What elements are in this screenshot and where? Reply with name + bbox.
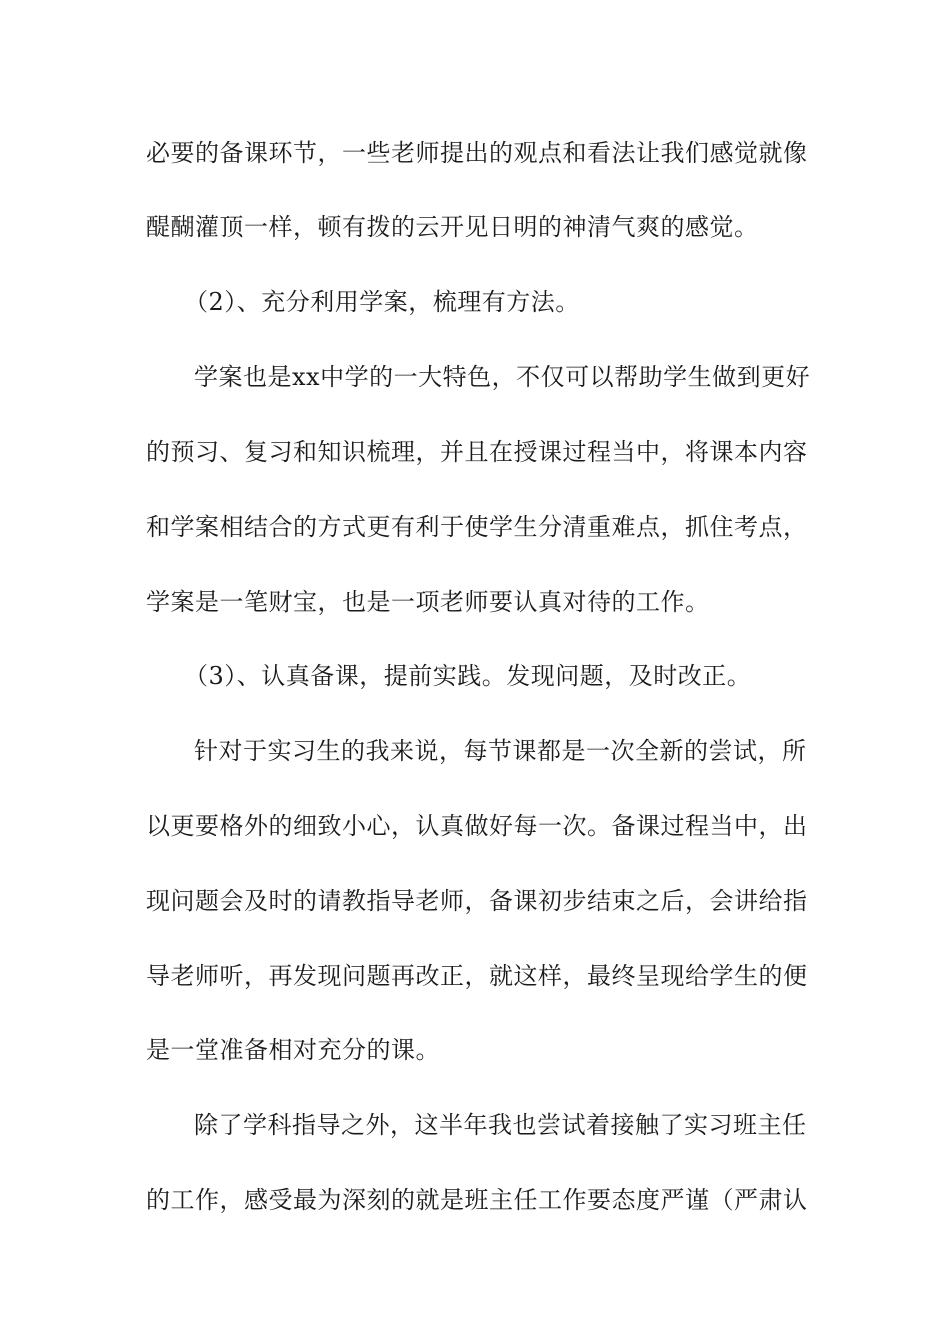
text-line-15: 的工作，感受最为深刻的就是班主任工作要态度严谨（严肃认	[146, 1186, 808, 1214]
text-line-7: 学案是一笔财宝，也是一项老师要认真对待的工作。	[146, 588, 710, 616]
text-line-6: 和学案相结合的方式更有利于使学生分清重难点，抓住考点，	[146, 513, 808, 541]
text-line-4: 学案也是xx中学的一大特色，不仅可以帮助学生做到更好	[194, 363, 811, 391]
text-line-9: 针对于实习生的我来说，每节课都是一次全新的尝试，所	[194, 737, 807, 765]
text-line-2: 醍醐灌顶一样，顿有拨的云开见日明的神清气爽的感觉。	[146, 213, 759, 241]
text-line-11: 现问题会及时的请教指导老师，备课初步结束之后，会讲给指	[146, 887, 808, 915]
text-line-12: 导老师听，再发现问题再改正，就这样，最终呈现给学生的便	[146, 962, 808, 990]
text-line-5: 的预习、复习和知识梳理，并且在授课过程当中，将课本内容	[146, 438, 808, 466]
section-heading-3: （3）、认真备课，提前实践。发现问题，及时改正。	[184, 662, 752, 690]
text-line-14: 除了学科指导之外，这半年我也尝试着接触了实习班主任	[194, 1111, 807, 1139]
text-line-13: 是一堂准备相对充分的课。	[146, 1036, 440, 1064]
section-heading-2: （2）、充分利用学案，梳理有方法。	[184, 288, 580, 316]
text-line-1: 必要的备课环节，一些老师提出的观点和看法让我们感觉就像	[146, 139, 808, 167]
text-line-10: 以更要格外的细致小心，认真做好每一次。备课过程当中，出	[146, 812, 808, 840]
